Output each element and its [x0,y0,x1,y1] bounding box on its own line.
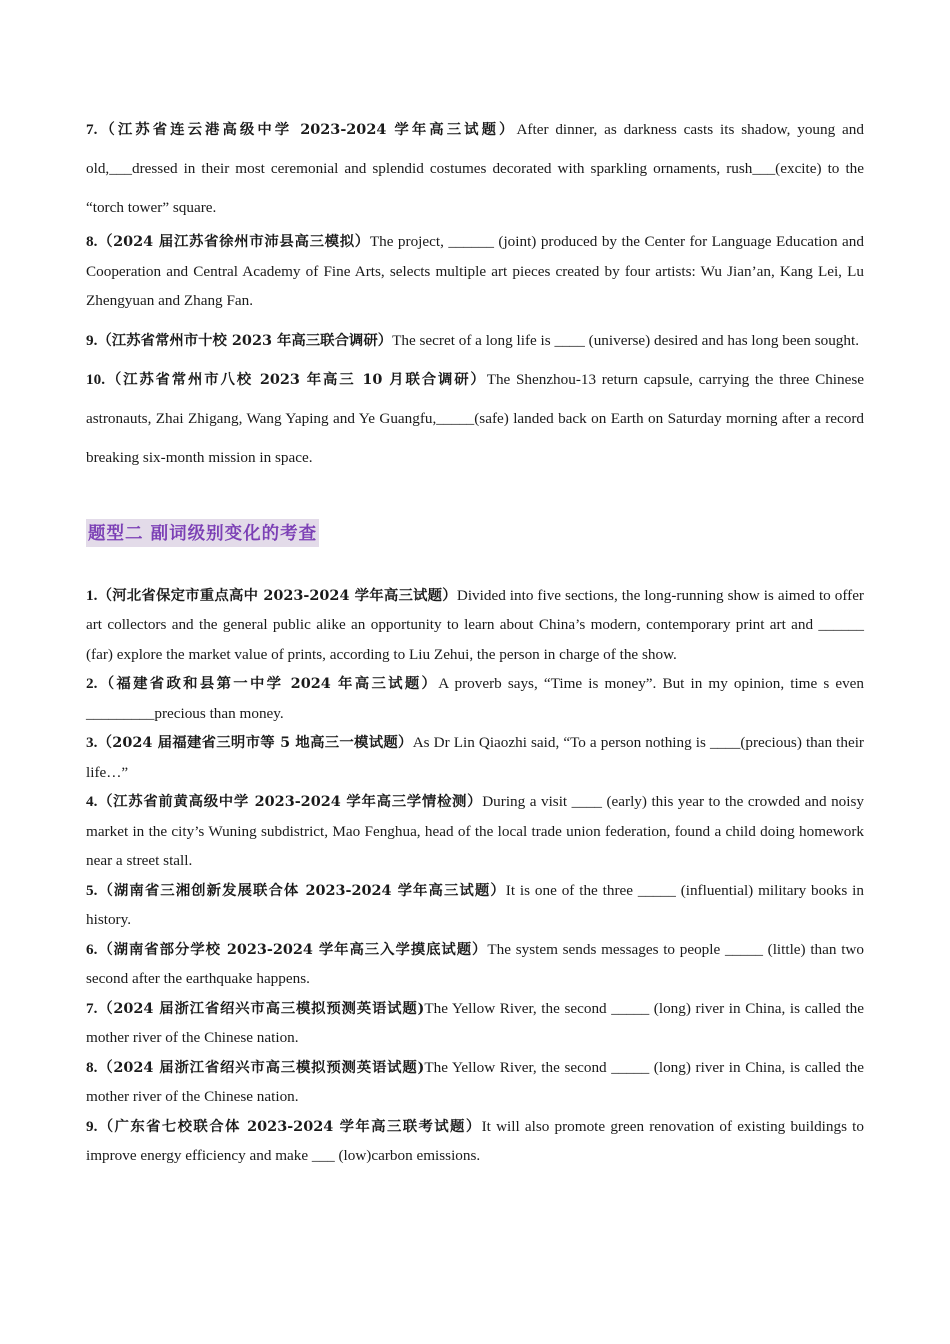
question-number: 9. [86,331,98,349]
question-source: （2024 届江苏省徐州市沛县高三模拟） [97,233,370,250]
s2-question-5 [86,876,864,935]
question-source: （江苏省常州市八校 2023 年高三 10 月联合调研） [104,370,487,388]
section-heading: 题型二 副词级别变化的考查 [86,519,319,547]
s2-question-2 [86,669,864,728]
question-number: 3. [86,734,98,751]
question-source: （2024 届浙江省绍兴市高三模拟预测英语试题) [97,1058,425,1076]
document-page [86,110,864,1171]
question-number: 9. [86,1117,98,1135]
question-10 [86,360,864,477]
s2-question-9 [86,1112,864,1171]
question-number: 8. [86,233,98,250]
question-text: A proverb says, “Time is money”. But in my opinion, time s even _________precious than money. [86,675,865,722]
question-number: 8. [86,1058,98,1076]
question-source: （湖南省三湘创新发展联合体 2023-2024 学年高三试题） [97,881,506,899]
question-number: 6. [86,940,98,958]
question-source: （广东省七校联合体 2023-2024 学年高三联考试题） [97,1117,482,1135]
question-text: The project, ______ (joint) produced by the Center for Language Education and Cooperation and Central Academy of Fine Arts, selects multiple art pieces created by four artists: Wu Jian’an, Kang Lei, Lu Zhengyuan and Zhang Fan. [86,233,864,309]
question-text: As Dr Lin Qiaozhi said, “To a person nothing is ____(precious) than their life…” [86,734,864,781]
s2-question-8 [86,1053,864,1112]
question-7 [86,110,864,227]
question-source: （福建省政和县第一中学 2024 年高三试题） [97,675,439,692]
s2-question-4 [86,787,864,876]
question-number: 2. [86,675,98,692]
question-source: （湖南省部分学校 2023-2024 学年高三入学摸底试题） [97,940,488,958]
question-number: 7. [86,999,98,1017]
question-text: The Yellow River, the second _____ (long) river in China, is called the mother river of the Chinese nation. [86,1058,865,1105]
question-text: It is one of the three _____ (influential) military books in history. [86,881,864,928]
question-text: During a visit ____ (early) this year to the crowded and noisy market in the city’s Wuning subdistrict, Mao Fenghua, head of the local trade union federation, found a child doing homework near a street stall. [86,793,864,869]
question-text: The Shenzhou-13 return capsule, carrying the three Chinese astronauts, Zhai Zhigang, Wang Yaping and Ye Guangfu,_____(safe) landed back on Earth on Saturday morning after a record breaking six-month mission in space. [86,370,865,466]
question-text: The secret of a long life is ____ (universe) desired and has long been sought. [392,331,859,349]
question-text: The system sends messages to people _____ (little) than two second after the earthquake happens. [86,940,864,987]
question-source: （河北省保定市重点高中 2023-2024 学年高三试题） [97,586,457,604]
s2-question-3 [86,728,864,787]
question-source: （2024 届浙江省绍兴市高三模拟预测英语试题) [97,999,425,1017]
question-8 [86,227,864,316]
question-9 [86,321,864,360]
question-text: Divided into five sections, the long-running show is aimed to offer art collectors and the general public alike an opportunity to learn about China’s modern, contemporary print art and ______ (far) explore the market value of prints, according to Liu Zehui, the person in charge of the show. [86,586,864,663]
question-source: （江苏省常州市十校 2023 年高三联合调研） [97,331,393,349]
question-text: The Yellow River, the second _____ (long) river in China, is called the mother river of the Chinese nation. [86,999,865,1046]
question-source: （2024 届福建省三明市等 5 地高三一模试题） [97,734,413,751]
s2-question-7 [86,994,864,1053]
question-text: After dinner, as darkness casts its shadow, young and old,___dressed in their most ceremonial and splendid costumes decorated with sparkling ornaments, rush___(excite) to the “torch tower” square. [86,121,864,216]
s2-question-1 [86,581,864,670]
question-source: （江苏省前黄高级中学 2023-2024 学年高三学情检测） [97,793,483,810]
s2-question-6 [86,935,864,994]
question-number: 7. [86,121,98,138]
question-number: 5. [86,881,98,899]
question-number: 10. [86,370,105,388]
question-number: 4. [86,793,98,810]
question-text: It will also promote green renovation of existing buildings to improve energy efficiency and make ___ (low)carbon emissions. [86,1117,864,1164]
question-source: （江苏省连云港高级中学 2023-2024 学年高三试题） [97,121,517,138]
question-number: 1. [86,586,98,604]
